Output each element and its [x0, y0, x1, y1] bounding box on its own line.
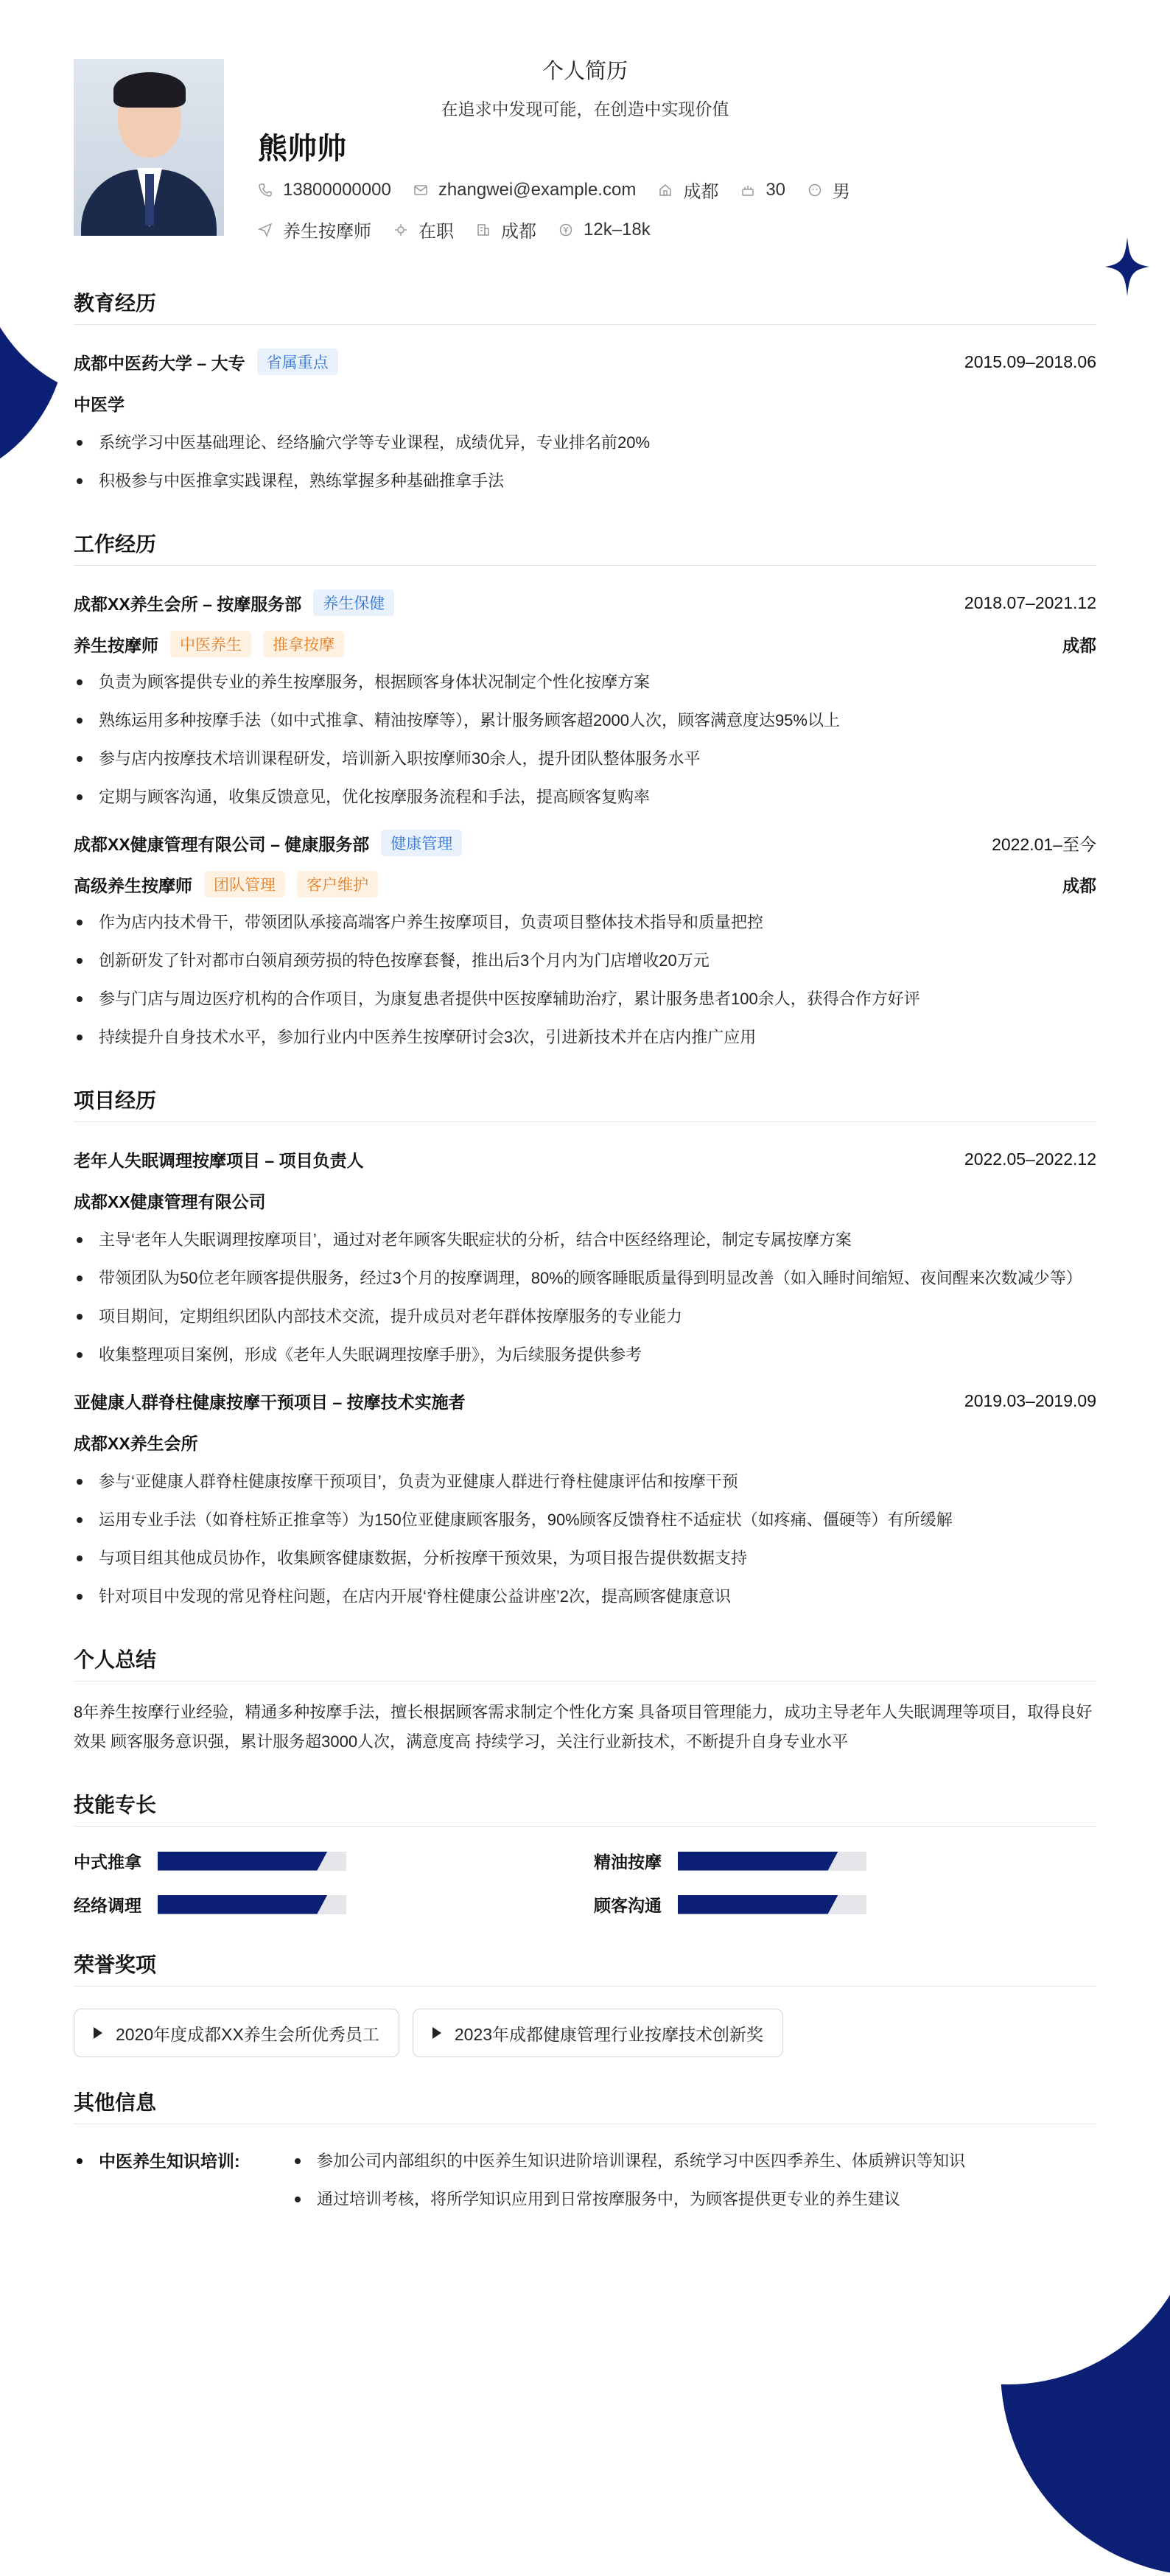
entry-header [74, 828, 1096, 858]
salary-icon [558, 223, 573, 237]
role-tag: 推拿按摩 [263, 631, 344, 657]
phone-value: 13800000000 [283, 179, 391, 200]
entry-header [74, 588, 1096, 617]
work-section [74, 528, 1096, 1052]
email-value: zhangwei@example.com [438, 179, 637, 200]
bullet-list [292, 2146, 965, 2223]
education-entry [74, 347, 1096, 496]
list-item: 主导‘老年人失眠调理按摩项目’，通过对老年顾客失眠症状的分析，结合中医经络理论，制定专属按摩方案 [74, 1225, 1096, 1255]
email-item [413, 180, 637, 200]
entry-date: 2022.05–2022.12 [964, 1149, 1096, 1169]
work-entry [74, 588, 1096, 812]
role-name: 高级养生按摩师 [74, 875, 192, 895]
role-tag: 客户维护 [297, 871, 378, 897]
other-info [74, 2146, 1096, 2223]
list-item: 参加公司内部组织的中医养生知识进阶培训课程，系统学习中医四季养生、体质辨识等知识 [292, 2146, 965, 2176]
building-icon [476, 223, 491, 237]
education-section [74, 287, 1096, 496]
company-name: 成都XX养生会所 – 按摩服务部 [74, 594, 302, 614]
section-title: 教育经历 [74, 287, 1096, 325]
major: 中医学 [74, 395, 125, 414]
skill-item [594, 1892, 1036, 1917]
status-value: 在职 [418, 222, 454, 242]
list-item: 收集整理项目案例，形成《老年人失眠调理按摩手册》，为后续服务提供参考 [74, 1340, 1096, 1370]
other-section [74, 2087, 1096, 2223]
role-name: 养生按摩师 [74, 635, 158, 655]
skill-bar [678, 1852, 866, 1871]
phone-icon [258, 183, 273, 197]
company-tag: 养生保健 [313, 589, 394, 616]
list-item: 参与‘亚健康人群脊柱健康按摩干预项目’，负责为亚健康人群进行脊柱健康评估和按摩干预 [74, 1467, 1096, 1497]
entry-header [74, 347, 1096, 377]
list-item: 参与门店与周边医疗机构的合作项目，为康复患者提供中医按摩辅助治疗，累计服务患者100余人，获得合作方好评 [74, 984, 1096, 1014]
project-entry [74, 1386, 1096, 1611]
role-tag: 中医养生 [170, 631, 251, 657]
project-name: 亚健康人群脊柱健康按摩干预项目 – 按摩技术实施者 [74, 1392, 466, 1412]
age-icon [740, 183, 755, 197]
section-title: 技能专长 [74, 1789, 1096, 1827]
skill-item [594, 1849, 1036, 1873]
project-name: 老年人失眠调理按摩项目 – 项目负责人 [74, 1150, 364, 1170]
bullet-list [74, 428, 1096, 496]
city-item [658, 177, 718, 203]
work-entry [74, 828, 1096, 1052]
skills-section [74, 1789, 1096, 1917]
skill-bar [158, 1852, 346, 1871]
position-item [258, 217, 371, 242]
list-item: 持续提升自身技术水平，参加行业内中医养生按摩研讨会3次，引进新技术并在店内推广应用 [74, 1023, 1096, 1052]
document-title: 个人简历 [542, 60, 628, 83]
mail-icon [413, 183, 428, 197]
bullet-list [74, 908, 1096, 1052]
salary-item [558, 220, 651, 240]
role-row [74, 629, 1096, 659]
triangle-icon [94, 2027, 102, 2039]
list-item: 负责为顾客提供专业的养生按摩服务，根据顾客身体状况制定个性化按摩方案 [74, 668, 1096, 697]
award-item [413, 2009, 783, 2057]
project-org: 成都XX养生会所 [74, 1434, 198, 1453]
target-city-value: 成都 [501, 222, 536, 242]
send-icon [258, 223, 273, 237]
bullet-list [74, 1225, 1096, 1370]
list-item: 通过培训考核，将所学知识应用到日常按摩服务中，为顾客提供更专业的养生建议 [292, 2185, 965, 2214]
other-label: 中医养生知识培训: [74, 2146, 292, 2223]
project-entry [74, 1144, 1096, 1370]
gender-value: 男 [833, 182, 851, 202]
target-city-item [476, 217, 536, 242]
home-icon [658, 183, 673, 197]
list-item: 创新研发了针对都市白领肩颈劳损的特色按摩套餐，推出后3个月内为门店增收20万元 [74, 946, 1096, 976]
list-item: 带领团队为50位老年顾客提供服务，经过3个月的按摩调理，80%的顾客睡眠质量得到明显改善（如入睡时间缩短、夜间醒来次数减少等） [74, 1264, 1096, 1293]
motto: 在追求中发现可能，在创造中实现价值 [441, 99, 729, 119]
section-title: 荣誉奖项 [74, 1949, 1096, 1987]
bullet-list [74, 668, 1096, 812]
school-name: 成都中医药大学 – 大专 [74, 353, 245, 373]
list-item: 系统学习中医基础理论、经络腧穴学等专业课程，成绩优异，专业排名前20% [74, 428, 1096, 458]
entry-date: 2019.03–2019.09 [964, 1390, 1096, 1410]
gender-item [808, 177, 850, 203]
resume-header [74, 0, 1096, 265]
school-tag: 省属重点 [257, 349, 338, 375]
entry-date: 2015.09–2018.06 [964, 351, 1096, 371]
candidate-name: 熊帅帅 [258, 133, 346, 165]
photo-tie [145, 174, 154, 225]
skill-bar [678, 1895, 866, 1914]
skill-name: 精油按摩 [594, 1852, 662, 1872]
section-title: 个人总结 [74, 1644, 1096, 1681]
skills-grid [74, 1849, 1096, 1917]
status-icon [393, 223, 408, 237]
entry-header [74, 1386, 1096, 1415]
section-title: 其他信息 [74, 2087, 1096, 2124]
list-item: 参与店内按摩技术培训课程研发，培训新入职按摩师30余人，提升团队整体服务水平 [74, 744, 1096, 774]
salary-value: 12k–18k [584, 219, 651, 239]
skill-name: 经络调理 [74, 1896, 141, 1915]
entry-date: 2018.07–2021.12 [964, 592, 1096, 612]
skill-item [74, 1892, 594, 1917]
list-item: 定期与顾客沟通，收集反馈意见，优化按摩服务流程和手法，提高顾客复购率 [74, 783, 1096, 812]
entry-header-left [74, 349, 338, 375]
skill-bar [158, 1895, 346, 1914]
city-value: 成都 [683, 182, 719, 202]
entry-date: 2022.01–至今 [992, 834, 1096, 854]
skill-fill [678, 1895, 838, 1914]
skill-fill [158, 1895, 327, 1914]
summary-section [74, 1644, 1096, 1757]
bullet-list [74, 1467, 1096, 1611]
list-item: 项目期间，定期组织团队内部技术交流，提升成员对老年群体按摩服务的专业能力 [74, 1302, 1096, 1331]
list-item: 运用专业手法（如脊柱矫正推拿等）为150位亚健康顾客服务，90%顾客反馈脊柱不适症状（如疼痛、僵硬等）有所缓解 [74, 1505, 1096, 1535]
entry-location: 成都 [1062, 875, 1096, 895]
list-item: 作为店内技术骨干，带领团队承接高端客户养生按摩项目，负责项目整体技术指导和质量把控 [74, 908, 1096, 937]
age-value: 30 [766, 179, 786, 200]
entry-location: 成都 [1062, 635, 1096, 655]
awards-list [74, 2009, 1096, 2057]
skill-fill [158, 1852, 327, 1871]
section-title: 工作经历 [74, 528, 1096, 566]
entry-header-left [74, 830, 462, 856]
position-value: 养生按摩师 [283, 222, 371, 242]
profile-photo [74, 59, 224, 236]
projects-section [74, 1085, 1096, 1611]
project-org: 成都XX健康管理有限公司 [74, 1192, 266, 1211]
list-item: 与项目组其他成员协作，收集顾客健康数据，分析按摩干预效果，为项目报告提供数据支持 [74, 1544, 1096, 1573]
list-item: 熟练运用多种按摩手法（如中式推拿、精油按摩等），累计服务顾客超2000人次，顾客满意度达95%以上 [74, 706, 1096, 735]
contact-row [258, 177, 872, 203]
age-item [740, 180, 785, 200]
role-tag: 团队管理 [204, 871, 285, 897]
triangle-icon [432, 2027, 441, 2039]
award-item [74, 2009, 399, 2057]
phone-item [258, 180, 391, 200]
list-item: 积极参与中医推拿实践课程，熟练掌握多种基础推拿手法 [74, 466, 1096, 496]
job-intent-row [258, 217, 673, 242]
skill-name: 中式推拿 [74, 1852, 141, 1872]
award-label: 2020年度成都XX养生会所优秀员工 [116, 2024, 379, 2044]
entry-header [74, 1144, 1096, 1174]
summary-text: 8年养生按摩行业经验，精通多种按摩手法，擅长根据顾客需求制定个性化方案 具备项目管理能力，成功主导老年人失眠调理等项目，取得良好效果 顾客服务意识强，累计服务超3000人次，满意度高 持续学习，关注行业新技术，不断提升自身专业水平 [74, 1703, 1093, 1751]
skill-item [74, 1849, 594, 1873]
section-title: 项目经历 [74, 1085, 1096, 1122]
role-row-left [74, 871, 378, 897]
gender-icon [808, 183, 822, 197]
skill-name: 顾客沟通 [594, 1896, 662, 1915]
entry-header-left [74, 589, 394, 616]
award-label: 2023年成都健康管理行业按摩技术创新奖 [454, 2024, 764, 2044]
role-row-left [74, 631, 344, 657]
honors-section [74, 1949, 1096, 2057]
role-row [74, 869, 1096, 899]
status-item [393, 217, 454, 242]
company-tag: 健康管理 [381, 830, 462, 856]
skill-fill [678, 1852, 838, 1871]
company-name: 成都XX健康管理有限公司 – 健康服务部 [74, 834, 370, 854]
list-item: 针对项目中发现的常见脊柱问题，在店内开展‘脊柱健康公益讲座’2次，提高顾客健康意识 [74, 1582, 1096, 1611]
